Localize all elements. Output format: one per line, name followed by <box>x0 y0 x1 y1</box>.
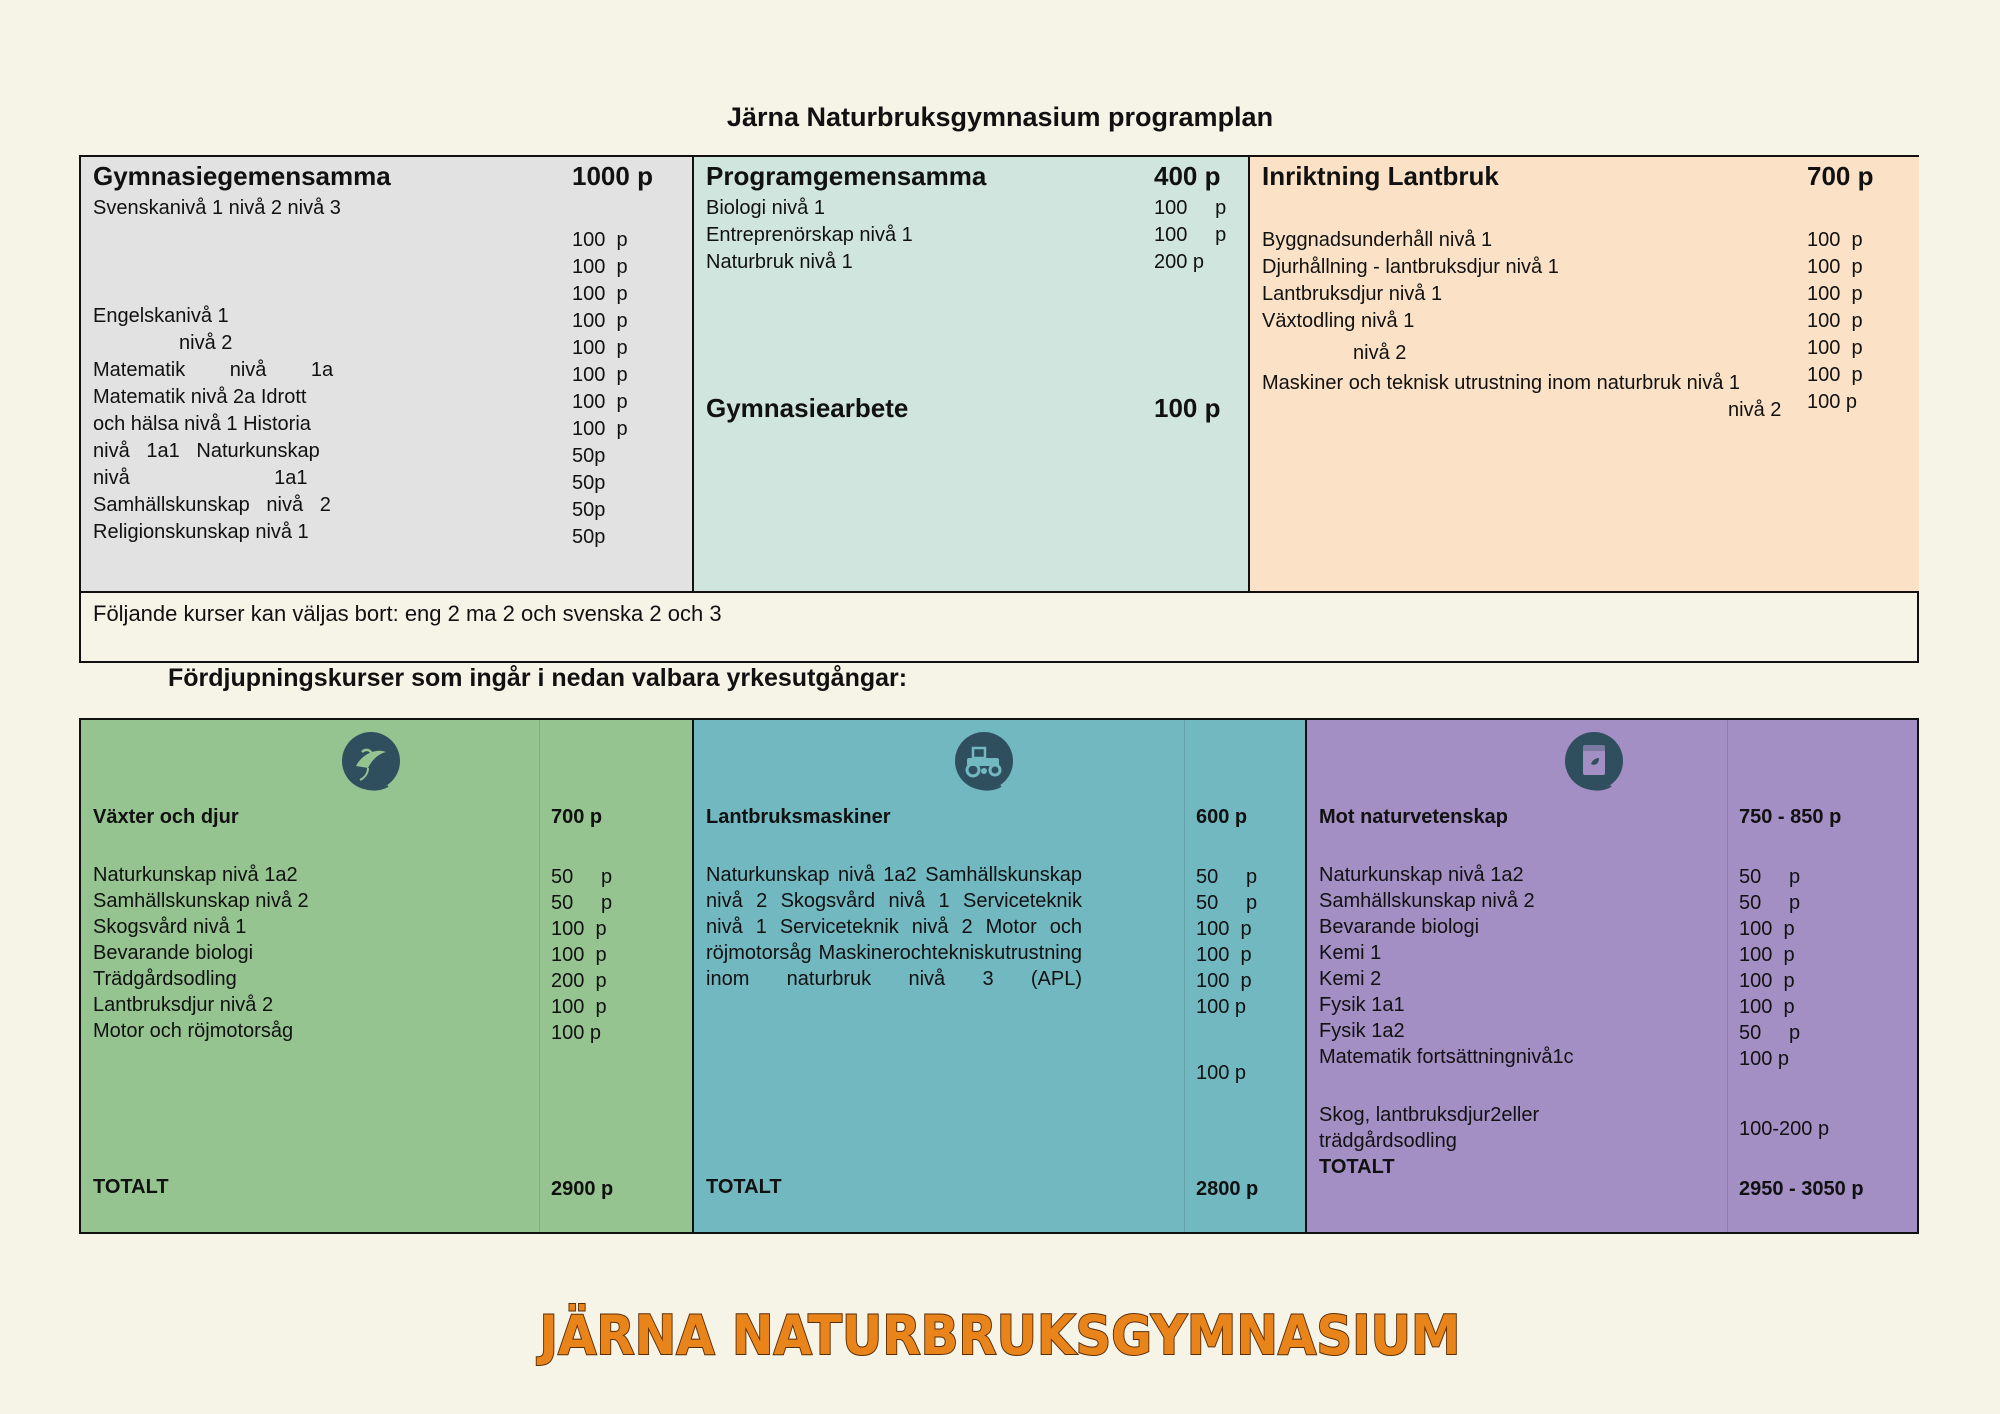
path-points: 600 p <box>1196 806 1248 828</box>
total-points: 2900 p <box>551 1178 614 1200</box>
course-points: 100 p <box>572 337 628 359</box>
school-logo <box>0 1292 2000 1377</box>
path-points: 750 - 850 p <box>1739 806 1842 828</box>
note-row <box>81 591 1917 661</box>
course-points: 100 p <box>551 918 607 940</box>
course-line: nivå 2 <box>1728 399 1782 421</box>
course-points: 50 p <box>551 892 613 914</box>
path-mot-naturvetenskap <box>1307 720 1917 1232</box>
course-points: 100 p <box>572 229 628 251</box>
course-points: 50p <box>572 445 606 467</box>
course-points: 50 p <box>1196 866 1258 888</box>
course-points: 200 p <box>551 970 607 992</box>
course-line: Entreprenörskap nivå 1 <box>706 224 913 246</box>
course-points: 100 p <box>572 364 628 386</box>
course-points: 100 p <box>1807 337 1863 359</box>
gymnasiegemensamma-heading: Gymnasiegemensamma <box>93 161 391 191</box>
course-points: 100 p <box>1807 283 1863 305</box>
course-points: 100 p <box>551 996 607 1018</box>
course-line: Naturbruk nivå 1 <box>706 251 853 273</box>
total-label: TOTALT <box>1319 1156 1395 1178</box>
course-line: Maskiner och teknisk utrustning inom naturbruk nivå 1 <box>1262 372 1741 394</box>
course-points: 100 p <box>1154 224 1227 246</box>
school-logo-wordmark <box>539 1292 1461 1372</box>
logo-text: JÄRNA NATURBRUKSGYMNASIUM <box>539 1305 1461 1368</box>
course-points: 50 p <box>1739 866 1801 888</box>
course-line: Naturkunskap nivå 1a2 <box>1319 864 1524 886</box>
course-points: 100 p <box>572 391 628 413</box>
course-points: 100 p <box>1196 970 1252 992</box>
program-table <box>79 155 1919 663</box>
course-points: 100 p <box>1196 996 1247 1018</box>
course-points: 100 p <box>572 418 628 440</box>
programgemensamma-column <box>694 157 1250 591</box>
course-line: och hälsa nivå 1 Historia <box>93 413 311 435</box>
gymnasiegemensamma-column <box>81 157 694 591</box>
course-line: Biologi nivå 1 <box>706 197 825 219</box>
section-subheading: Fördjupningskurser som ingår i nedan valbara yrkesutgångar: <box>168 664 908 692</box>
course-line: Lantbruksdjur nivå 2 <box>93 994 274 1016</box>
paths-table <box>79 718 1919 1234</box>
gymnasiegemensamma-points: 1000 p <box>572 161 653 191</box>
course-line: Samhällskunskap nivå 2 <box>93 890 309 912</box>
path-vaxter-och-djur <box>81 720 694 1232</box>
course-line: Bevarande biologi <box>93 942 254 964</box>
inriktning-column <box>1250 157 1919 591</box>
inriktning-heading: Inriktning Lantbruk <box>1262 161 1499 191</box>
course-points: 50 p <box>1739 1022 1801 1044</box>
course-points: 100 p <box>1196 944 1252 966</box>
course-line: Djurhållning - lantbruksdjur nivå 1 <box>1262 256 1559 278</box>
course-points: 100 p <box>551 944 607 966</box>
course-line: Bevarande biologi <box>1319 916 1480 938</box>
programgemensamma-heading: Programgemensamma <box>706 161 987 191</box>
path-heading: Mot naturvetenskap <box>1319 806 1508 828</box>
gymnasiearbete-heading: Gymnasiearbete <box>706 393 909 423</box>
course-points: 100 p <box>1739 1048 1790 1070</box>
course-points: 100 p <box>1807 256 1863 278</box>
course-line: Samhällskunskap nivå 2 <box>93 494 331 516</box>
course-line: Samhällskunskap nivå 2 <box>1319 890 1535 912</box>
gymnasiearbete-points: 100 p <box>1154 393 1221 423</box>
path-heading: Lantbruksmaskiner <box>706 806 891 828</box>
course-line: Kemi 2 <box>1319 968 1382 990</box>
course-line: Matematik fortsättningnivå1c <box>1319 1046 1574 1068</box>
total-label: TOTALT <box>93 1176 169 1198</box>
course-line: Matematik nivå 2a Idrott <box>93 386 307 408</box>
course-points: 100 p <box>572 256 628 278</box>
course-line: Fysik 1a2 <box>1319 1020 1405 1042</box>
course-line: Skogsvård nivå 1 <box>93 916 247 938</box>
book-icon <box>1561 728 1627 794</box>
course-line: Lantbruksdjur nivå 1 <box>1262 283 1443 305</box>
course-line: Skog, lantbruksdjur2eller <box>1319 1104 1540 1126</box>
bird-leaf-icon <box>338 728 404 794</box>
course-points: 100 p <box>551 1022 602 1044</box>
course-points: 50p <box>572 499 606 521</box>
course-points: 100 p <box>1196 918 1252 940</box>
course-line: Kemi 1 <box>1319 942 1382 964</box>
course-points: 100 p <box>1807 391 1858 413</box>
course-line: Naturkunskap nivå 1a2 <box>93 864 298 886</box>
course-points: 100 p <box>1807 229 1863 251</box>
course-points: 100 p <box>572 310 628 332</box>
courses-paragraph: Naturkunskap nivå 1a2 Samhällskunskap nivå 2 Skogsvård nivå 1 Serviceteknik nivå 1 Serviceteknik nivå 2 Motor och röjmotorsåg Maskinerochtekniskutrustning inom naturbruk nivå 3 (APL) <box>706 864 1082 990</box>
course-points: 100 p <box>1807 364 1863 386</box>
course-points: 100 p <box>1196 1062 1247 1084</box>
course-line: Byggnadsunderhåll nivå 1 <box>1262 229 1493 251</box>
course-line: Trädgårdsodling <box>93 968 237 990</box>
course-points: 50 p <box>551 866 613 888</box>
course-points: 100 p <box>1739 944 1795 966</box>
path-points: 700 p <box>551 806 603 828</box>
course-points: 100-200 p <box>1739 1118 1830 1140</box>
course-points: 100 p <box>572 283 628 305</box>
course-line: trädgårdsodling <box>1319 1130 1457 1152</box>
course-line: Växtodling nivå 1 <box>1262 310 1415 332</box>
course-line: nivå 2 <box>1353 342 1407 364</box>
course-points: 100 p <box>1739 996 1795 1018</box>
course-points: 100 p <box>1807 310 1863 332</box>
course-line: Fysik 1a1 <box>1319 994 1405 1016</box>
course-line: Religionskunskap nivå 1 <box>93 521 309 543</box>
course-line: Matematik nivå 1a <box>93 359 334 381</box>
total-label: TOTALT <box>706 1176 782 1198</box>
course-line: Motor och röjmotorsåg <box>93 1020 294 1042</box>
course-line: nivå 2 <box>179 332 233 354</box>
course-points: 50p <box>572 526 606 548</box>
course-line: Svenskanivå 1 nivå 2 nivå 3 <box>93 197 341 219</box>
optional-courses-note: Följande kurser kan väljas bort: eng 2 ma 2 och svenska 2 och 3 <box>93 601 722 626</box>
programgemensamma-points: 400 p <box>1154 161 1221 191</box>
tractor-icon <box>951 728 1017 794</box>
course-line: nivå 1a1 Naturkunskap <box>93 440 320 462</box>
total-points: 2950 - 3050 p <box>1739 1178 1864 1200</box>
course-points: 50 p <box>1196 892 1258 914</box>
course-line: nivå 1a1 <box>93 467 308 489</box>
course-points: 100 p <box>1739 970 1795 992</box>
path-lantbruksmaskiner <box>694 720 1307 1232</box>
course-points: 200 p <box>1154 251 1205 273</box>
course-points: 50p <box>572 472 606 494</box>
page-title: Järna Naturbruksgymnasium programplan <box>726 102 1274 132</box>
total-points: 2800 p <box>1196 1178 1259 1200</box>
course-line: Engelskanivå 1 <box>93 305 229 327</box>
course-points: 100 p <box>1739 918 1795 940</box>
path-heading: Växter och djur <box>93 806 239 828</box>
course-points: 50 p <box>1739 892 1801 914</box>
course-points: 100 p <box>1154 197 1227 219</box>
inriktning-points: 700 p <box>1807 161 1874 191</box>
